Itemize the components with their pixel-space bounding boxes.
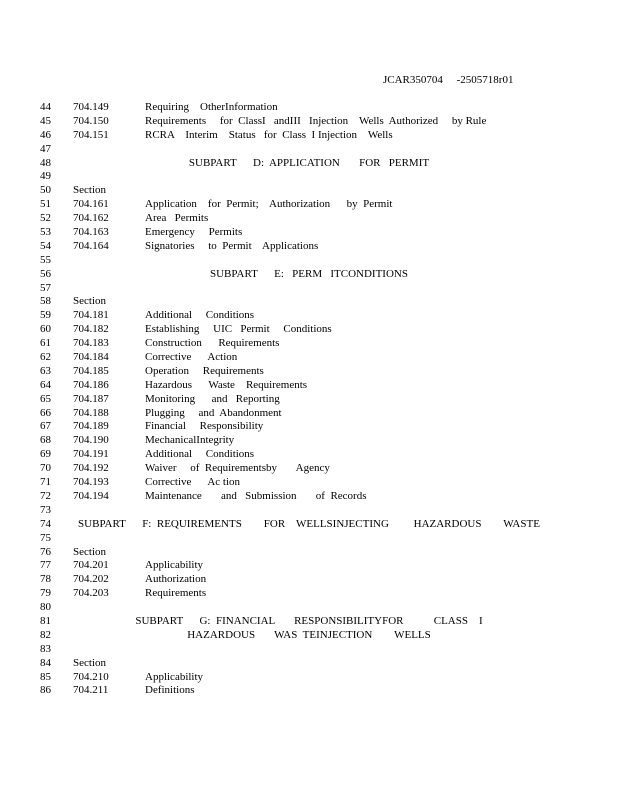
line-number: 74 xyxy=(40,517,51,530)
section-title: Monitoring and Reporting xyxy=(145,392,280,405)
toc-line xyxy=(0,448,618,462)
line-number: 46 xyxy=(40,128,51,141)
toc-line xyxy=(0,420,618,434)
line-number: 63 xyxy=(40,364,51,377)
line-number: 77 xyxy=(40,559,51,572)
section-number: 704.149 xyxy=(73,101,109,113)
line-number: 79 xyxy=(40,587,51,600)
section-title: Operation Requirements xyxy=(145,364,264,377)
section-title: Requiring OtherInformation xyxy=(145,101,278,113)
section-number: 704.201 xyxy=(73,559,109,572)
section-title: Area Permits xyxy=(145,212,209,225)
line-number: 53 xyxy=(40,226,51,239)
section-title: Definitions xyxy=(145,684,195,697)
section-title: MechanicalIntegrity xyxy=(145,434,235,447)
document-id-header: JCAR350704 -2505718r01 xyxy=(383,74,514,86)
toc-line xyxy=(0,546,618,560)
toc-line xyxy=(0,212,618,226)
section-number: 704.193 xyxy=(73,476,109,489)
toc-line xyxy=(0,143,618,157)
section-number: 704.210 xyxy=(73,670,109,683)
toc-line xyxy=(0,198,618,212)
subpart-heading: SUBPART G: FINANCIAL RESPONSIBILITYFOR CLASS I xyxy=(135,614,483,627)
toc-line xyxy=(0,254,618,268)
toc-line xyxy=(0,573,618,587)
section-title: Signatories to Permit Applications xyxy=(145,239,319,252)
line-number: 76 xyxy=(40,545,51,558)
section-heading: Section xyxy=(73,184,106,197)
line-number: 68 xyxy=(40,434,51,447)
toc-line xyxy=(0,518,618,532)
toc-line xyxy=(0,295,618,309)
section-heading: Section xyxy=(73,295,106,308)
section-title: Hazardous Waste Requirements xyxy=(145,378,308,391)
section-heading: Section xyxy=(73,656,106,669)
line-number: 50 xyxy=(40,184,51,197)
line-number: 48 xyxy=(40,156,51,169)
subpart-heading: SUBPART E: PERM ITCONDITIONS xyxy=(210,267,408,280)
toc-line xyxy=(0,476,618,490)
section-number: 704.164 xyxy=(73,239,109,252)
toc-line xyxy=(0,184,618,198)
line-number: 81 xyxy=(40,614,51,627)
section-number: 704.192 xyxy=(73,462,109,475)
line-number: 67 xyxy=(40,420,51,433)
line-number: 44 xyxy=(40,101,51,113)
line-number: 66 xyxy=(40,406,51,419)
section-title: Applicability xyxy=(145,670,204,683)
toc-line xyxy=(0,490,618,504)
section-number: 704.194 xyxy=(73,489,109,502)
toc-line xyxy=(0,351,618,365)
section-number: 704.190 xyxy=(73,434,109,447)
section-number: 704.186 xyxy=(73,378,109,391)
toc-line xyxy=(0,240,618,254)
toc-line xyxy=(0,323,618,337)
toc-line xyxy=(0,629,618,643)
line-number: 64 xyxy=(40,378,51,391)
line-number: 71 xyxy=(40,476,51,489)
line-number: 75 xyxy=(40,531,51,544)
toc-line xyxy=(0,601,618,615)
line-number: 52 xyxy=(40,212,51,225)
section-number: 704.163 xyxy=(73,226,109,239)
section-title: Corrective Action xyxy=(145,351,238,364)
line-number: 85 xyxy=(40,670,51,683)
toc-line xyxy=(0,587,618,601)
toc-line xyxy=(0,170,618,184)
section-title: Applicability xyxy=(145,559,204,572)
section-number: 704.151 xyxy=(73,128,109,141)
toc-line xyxy=(0,615,618,629)
toc-line xyxy=(0,309,618,323)
toc-line xyxy=(0,337,618,351)
section-title: Plugging and Abandonment xyxy=(145,406,282,419)
section-number: 704.181 xyxy=(73,309,109,322)
line-number: 45 xyxy=(40,114,51,127)
toc-line xyxy=(0,643,618,657)
section-title: Construction Requirements xyxy=(145,337,280,350)
line-number: 80 xyxy=(40,601,51,614)
line-number: 78 xyxy=(40,573,51,586)
section-title: Waiver of Requirementsby Agency xyxy=(145,462,330,475)
subpart-heading: HAZARDOUS WAS TEINJECTION WELLS xyxy=(187,628,431,641)
line-number: 83 xyxy=(40,642,51,655)
section-title: Corrective Ac tion xyxy=(145,476,241,489)
section-title: Authorization xyxy=(145,573,207,586)
section-number: 704.203 xyxy=(73,587,109,600)
subpart-heading: SUBPART D: APPLICATION FOR PERMIT xyxy=(188,156,430,169)
toc-line xyxy=(0,657,618,671)
line-number: 56 xyxy=(40,267,51,280)
section-title: Application for Permit; Authorization by Permit xyxy=(145,198,393,211)
toc-line xyxy=(0,282,618,296)
section-number: 704.189 xyxy=(73,420,109,433)
section-number: 704.184 xyxy=(73,351,109,364)
section-number: 704.161 xyxy=(73,198,109,211)
toc-line xyxy=(0,407,618,421)
line-number: 55 xyxy=(40,253,51,266)
section-number: 704.191 xyxy=(73,448,109,461)
toc-line xyxy=(0,559,618,573)
toc-line xyxy=(0,365,618,379)
section-number: 704.185 xyxy=(73,364,109,377)
toc-line xyxy=(0,671,618,685)
line-number: 73 xyxy=(40,503,51,516)
section-title: Financial Responsibility xyxy=(145,420,264,433)
section-title: Additional Conditions xyxy=(145,448,255,461)
line-number: 58 xyxy=(40,295,51,308)
line-number: 47 xyxy=(40,142,51,155)
toc-line xyxy=(0,504,618,518)
table-of-contents xyxy=(0,101,618,698)
section-number: 704.187 xyxy=(73,392,109,405)
section-title: Emergency Permits xyxy=(145,226,243,239)
line-number: 49 xyxy=(40,170,51,183)
toc-line xyxy=(0,434,618,448)
line-number: 69 xyxy=(40,448,51,461)
line-number: 51 xyxy=(40,198,51,211)
toc-line xyxy=(0,101,618,115)
line-number: 62 xyxy=(40,351,51,364)
line-number: 54 xyxy=(40,239,51,252)
section-number: 704.188 xyxy=(73,406,109,419)
section-number: 704.183 xyxy=(73,337,109,350)
section-number: 704.202 xyxy=(73,573,109,586)
line-number: 70 xyxy=(40,462,51,475)
line-number: 82 xyxy=(40,628,51,641)
toc-line xyxy=(0,268,618,282)
section-heading: Section xyxy=(73,545,106,558)
toc-line xyxy=(0,684,618,698)
toc-line xyxy=(0,226,618,240)
toc-line xyxy=(0,393,618,407)
section-title: RCRA Interim Status for Class I Injection Wells xyxy=(145,128,393,141)
line-number: 72 xyxy=(40,489,51,502)
line-number: 84 xyxy=(40,656,51,669)
toc-line xyxy=(0,129,618,143)
section-number: 704.182 xyxy=(73,323,109,336)
section-title: Maintenance and Submission of Records xyxy=(145,489,367,502)
section-title: Establishing UIC Permit Conditions xyxy=(145,323,332,336)
section-number: 704.150 xyxy=(73,114,109,127)
toc-line xyxy=(0,115,618,129)
line-number: 61 xyxy=(40,337,51,350)
line-number: 60 xyxy=(40,323,51,336)
toc-line xyxy=(0,462,618,476)
toc-line xyxy=(0,157,618,171)
line-number: 59 xyxy=(40,309,51,322)
line-number: 65 xyxy=(40,392,51,405)
line-number: 86 xyxy=(40,684,51,697)
section-number: 704.211 xyxy=(73,684,109,697)
line-number: 57 xyxy=(40,281,51,294)
toc-line xyxy=(0,379,618,393)
toc-line xyxy=(0,532,618,546)
section-title: Requirements for ClassI andIII Injection Wells Authorized by Rule xyxy=(145,114,487,127)
section-title: Additional Conditions xyxy=(145,309,255,322)
section-title: Requirements xyxy=(145,587,207,600)
section-number: 704.162 xyxy=(73,212,109,225)
subpart-heading: SUBPART F: REQUIREMENTS FOR WELLSINJECTING HAZARDOUS WASTE xyxy=(78,517,540,530)
